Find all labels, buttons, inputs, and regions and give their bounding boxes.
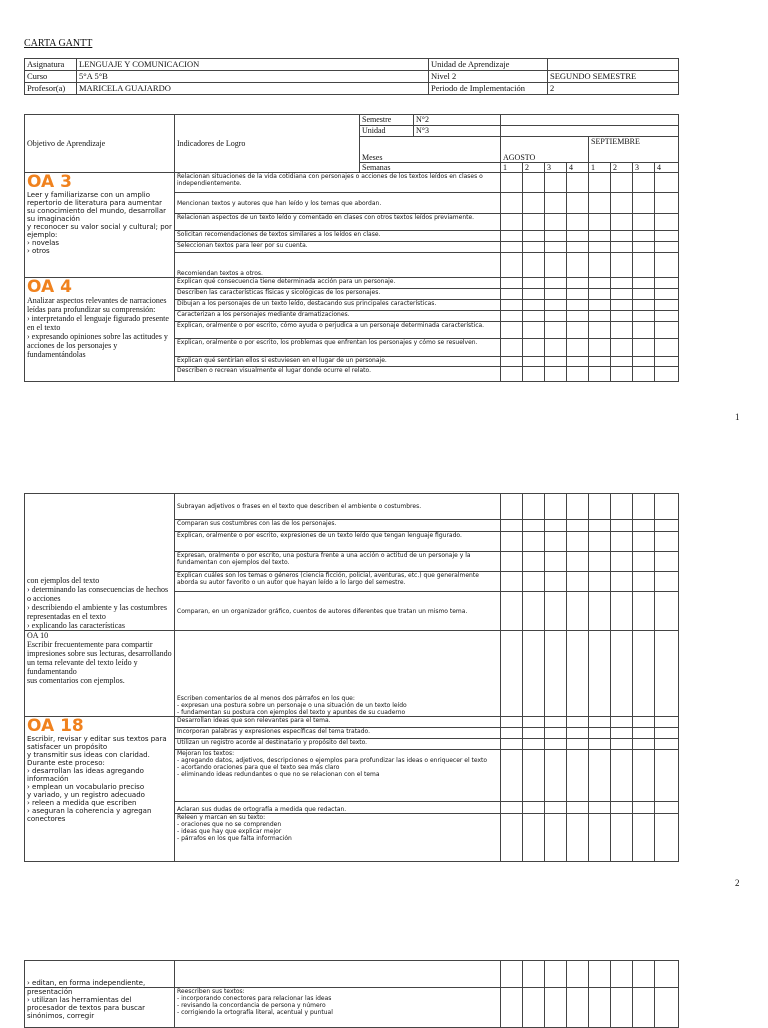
oa4-cont-text: › explicando las características [27, 621, 125, 630]
indicator: Dibujan a los personajes de un texto leído, destacando sus principales características. [175, 300, 501, 311]
oa18-text: y variado, y un registro adecuado [27, 791, 145, 799]
indicator: Relacionan aspectos de un texto leído y comentado en clases con otros textos leídos previamente. [175, 214, 501, 231]
oa4-cont-text: › determinando las consecuencias de hechos o acciones [27, 585, 169, 603]
oa3-text: › novelas [27, 239, 60, 247]
mejoran-indicator [175, 750, 501, 802]
oa3-title: OA 3 [27, 172, 72, 192]
unidad-grid-value: N°3 [414, 126, 501, 137]
indicator: Recomiendan textos a otros. [175, 253, 501, 278]
indicator-line: - incorporando conectores para relacionar las ideas [177, 995, 332, 1002]
indicator-line: Escriben comentarios de al menos dos párrafos en los que: [177, 695, 355, 702]
indicator: Explican cuáles son los temas o géneros (ciencia ficción, policial, aventuras, etc.) que generalmente aborda su autor favorito o un autor que hayan leído a lo largo del semestre. [175, 572, 501, 592]
oa18-cell [25, 717, 175, 862]
oa10-text: Escribir frecuentemente para compartir impresiones sobre sus lecturas, desarrollando un tema relevante del texto leído y fundamentando [27, 640, 172, 676]
week-cell: 1 [589, 163, 611, 173]
page-number: 2 [735, 878, 740, 888]
oa4-cont-text: con ejemplos del texto [27, 576, 100, 585]
page-number: 1 [735, 412, 740, 422]
mes-septiembre: SEPTIEMBRE [589, 137, 679, 163]
oa10-indicator [175, 631, 501, 717]
oa4-text: › interpretando el lenguaje figurado presente en el texto [27, 314, 169, 332]
week-cell: 1 [501, 163, 523, 173]
page3-text-cell [25, 961, 175, 988]
indicator: Mencionan textos y autores que han leído y los temas que abordan. [175, 193, 501, 214]
indicator-line: Reescriben sus textos: [177, 988, 245, 995]
page3-indicator [175, 988, 501, 1028]
week-cell: 4 [567, 163, 589, 173]
indicator: Describen o recrean visualmente el lugar donde ocurre el relato. [175, 367, 501, 382]
week-cell: 3 [633, 163, 655, 173]
indicator-line: - acortando oraciones para que el texto sea más claro [177, 764, 340, 771]
indicator: Explican, oralmente o por escrito, cómo ayuda o perjudica a un personaje determinada característica. [175, 322, 501, 339]
oa3-text: y reconocer su valor social y cultural; por ejemplo: [27, 223, 172, 239]
nivel-value: SEGUNDO SEMESTRE [548, 71, 679, 83]
indicator: Seleccionan textos para leer por su cuenta. [175, 242, 501, 253]
indicator-line: - ideas que hay que explicar mejor [177, 828, 282, 835]
indicator-line: Releen y marcan en su texto: [177, 814, 266, 821]
oa4-cont-text: › describiendo el ambiente y las costumbres representadas en el texto [27, 603, 167, 621]
indicator: Utilizan un registro acorde al destinatario y propósito del texto. [175, 739, 501, 750]
indicator: Comparan, en un organizador gráfico, cuentos de autores diferentes que tratan un mismo tema. [175, 592, 501, 631]
oa4-cell [25, 278, 175, 382]
doc-title: CARTA GANTT [24, 38, 93, 49]
oa10-text: sus comentarios con ejemplos. [27, 676, 125, 685]
page3-text: presentación [27, 988, 73, 996]
indicator-line: - expresan una postura sobre un personaje o una situación de un texto leído [177, 702, 407, 709]
releen-indicator [175, 814, 501, 862]
indicator: Solicitan recomendaciones de textos similares a los leídos en clase. [175, 231, 501, 242]
indicator-line: - eliminando ideas redundantes o que no se relacionan con el tema [177, 771, 380, 778]
unidad-label: Unidad de Aprendizaje [429, 59, 548, 71]
profesor-label: Profesor(a) [25, 83, 77, 95]
indicator-line: - agregando datos, adjetivos, descripciones o ejemplos para profundizar las ideas o enriquecer el texto [177, 757, 488, 764]
oa3-text: › otros [27, 247, 50, 255]
oa4-text: Analizar aspectos relevantes de narraciones leídas para profundizar su comprensión: [27, 296, 167, 314]
asignatura-value: LENGUAJE Y COMUNICACION [77, 59, 429, 71]
page3-text-cell [25, 988, 175, 1028]
indicator-line: - fundamentan su postura con ejemplos del texto y apuntes de su cuaderno [177, 709, 406, 716]
indicator-line: Mejoran los textos: [177, 750, 235, 757]
indicator: Explican, oralmente o por escrito, expresiones de un texto leído que tengan lenguaje figurado. [175, 532, 501, 552]
indicator: Subrayan adjetivos o frases en el texto que describen el ambiente o costumbres. [175, 494, 501, 520]
oa4-title: OA 4 [27, 277, 72, 297]
indicator-line: - párrafos en los que falta información [177, 835, 292, 842]
oa10-cell [25, 631, 175, 717]
nivel-label: Nivel 2 [429, 71, 548, 83]
indicator-line: - corrigiendo la ortografía literal, acentual y puntual [177, 1009, 333, 1016]
oa10-title: OA 10 [27, 631, 49, 640]
oa18-text: › emplean un vocabulario preciso [27, 783, 145, 791]
gantt-table-page3 [24, 960, 679, 1028]
indicadores-header: Indicadores de Logro [175, 115, 360, 173]
week-cell: 2 [523, 163, 545, 173]
indicator: Describen las características físicas y sicológicas de los personajes. [175, 289, 501, 300]
info-table [24, 58, 679, 95]
semestre-label: Semestre [360, 115, 414, 126]
week-cell: 4 [655, 163, 679, 173]
gantt-table-page1 [24, 114, 679, 382]
indicator: Expresan, oralmente o por escrito, una postura frente a una acción o actitud de un personaje y la fundamentan con ejemplos del texto. [175, 552, 501, 572]
periodo-label: Periodo de Implementación [429, 83, 548, 95]
oa18-text: y transmitir sus ideas con claridad. Durante este proceso: [27, 751, 150, 767]
gantt-table-page2 [24, 493, 679, 862]
unidad-grid-label: Unidad [360, 126, 414, 137]
semestre-value: N°2 [414, 115, 501, 126]
objetivo-header: Objetivo de Aprendizaje [25, 115, 175, 173]
indicator-line: - revisando la concordancia de persona y número [177, 1002, 326, 1009]
indicator: Caracterizan a los personajes mediante dramatizaciones. [175, 311, 501, 322]
meses-label: Meses [360, 137, 501, 163]
indicator: Explican qué sentirían ellos si estuviesen en el lugar de un personaje. [175, 357, 501, 367]
oa18-text: › aseguran la coherencia y agregan conectores [27, 807, 152, 823]
indicator: Incorporan palabras y expresiones específicas del tema tratado. [175, 728, 501, 739]
indicator: Explican qué consecuencia tiene determinada acción para un personaje. [175, 278, 501, 289]
indicator: Desarrollan ideas que son relevantes para el tema. [175, 717, 501, 728]
indicator: Explican, oralmente o por escrito, los problemas que enfrentan los personajes y cómo se resuelven. [175, 339, 501, 357]
page3-text: › editan, en forma independiente, [27, 979, 146, 987]
profesor-value: MARICELA GUAJARDO [77, 83, 429, 95]
periodo-value: 2 [548, 83, 679, 95]
curso-label: Curso [25, 71, 77, 83]
page3-text: › utilizan las herramientas del procesador de textos para buscar sinónimos, corregir [27, 996, 145, 1020]
semanas-label: Semanas [360, 163, 501, 173]
oa3-text: Leer y familiarizarse con un amplio [27, 191, 151, 199]
oa3-text: repertorio de literatura para aumentar su conocimiento del mundo, desarrollar su imaginación [27, 199, 167, 223]
oa18-title: OA 18 [27, 716, 84, 736]
week-cell: 2 [611, 163, 633, 173]
indicator: Comparan sus costumbres con las de los personajes. [175, 520, 501, 532]
curso-value: 5°A 5°B [77, 71, 429, 83]
mes-agosto: AGOSTO [501, 137, 589, 163]
oa18-text: › releen a medida que escriben [27, 799, 137, 807]
oa18-text: Escribir, revisar y editar sus textos para satisfacer un propósito [27, 735, 167, 751]
indicator-line: - oraciones que no se comprenden [177, 821, 282, 828]
asignatura-label: Asignatura [25, 59, 77, 71]
oa4-text: › expresando opiniones sobre las actitudes y acciones de los personajes y fundamentándolas [27, 332, 168, 359]
unidad-value [548, 59, 679, 71]
oa4-cont-cell [25, 494, 175, 631]
oa3-cell [25, 173, 175, 278]
indicator: Aclaran sus dudas de ortografía a medida que redactan. [175, 802, 501, 814]
indicator: Relacionan situaciones de la vida cotidiana con personajes o acciones de los textos leídos en clases o independientemente. [175, 173, 501, 193]
oa18-text: › desarrollan las ideas agregando información [27, 767, 144, 783]
week-cell: 3 [545, 163, 567, 173]
